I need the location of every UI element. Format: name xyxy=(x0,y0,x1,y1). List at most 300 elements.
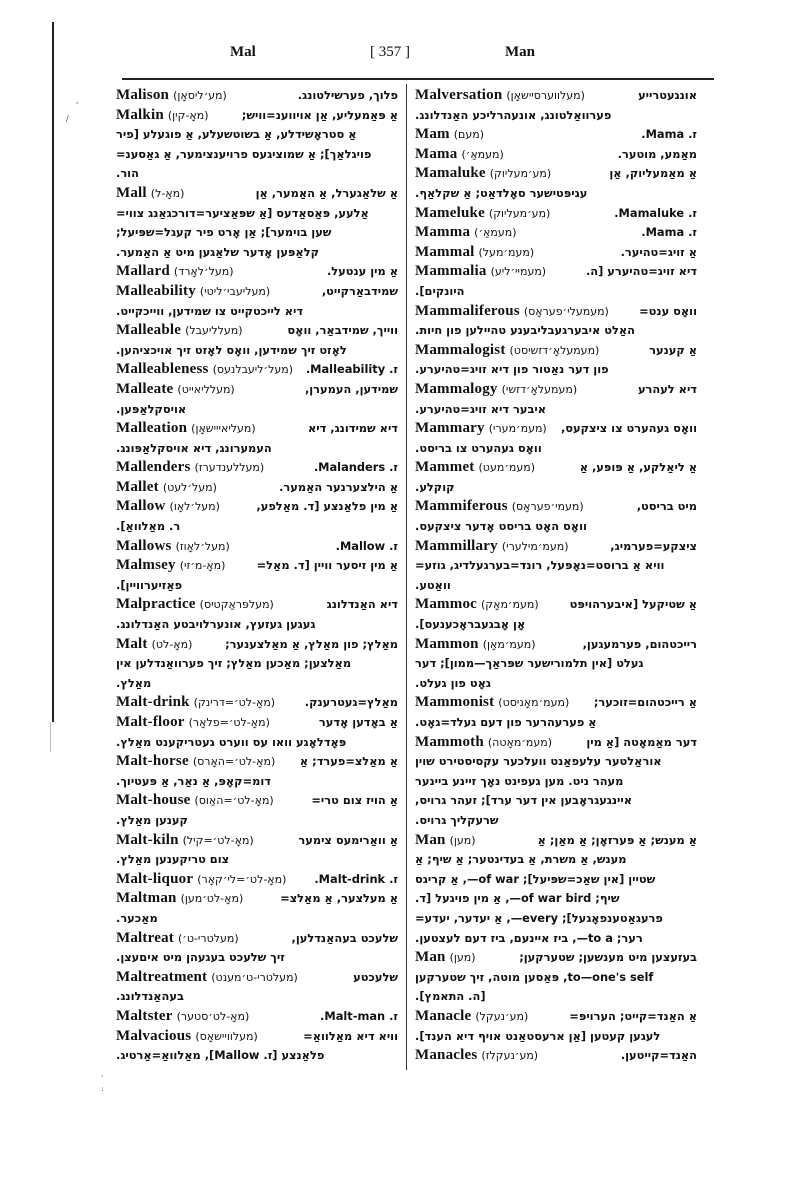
headword: Mameluke xyxy=(415,204,485,221)
definition-text: אָן אָבגעבראָכענעס]. xyxy=(415,617,526,632)
dictionary-entry xyxy=(116,282,398,321)
pronunciation: (מעל׳לאָוז) xyxy=(175,539,230,553)
entry-line xyxy=(415,537,697,557)
entry-line xyxy=(415,1007,697,1027)
headword: Malmsey xyxy=(116,557,176,574)
headword-group xyxy=(116,497,220,517)
entry-line xyxy=(116,556,398,576)
headword-group xyxy=(415,693,569,713)
definition-text: שען בוימער]; אַן אָרט פיר קעגל=שפּיעל; xyxy=(116,225,332,240)
headword: Malt xyxy=(116,635,148,652)
entry-line xyxy=(415,204,697,224)
definition-text: מאַכער. xyxy=(116,910,158,925)
definition-text: דיא האַנדלונג xyxy=(326,597,398,612)
definition-text: אַ מאַלצ=פערד; אַ xyxy=(299,754,398,769)
entry-line xyxy=(415,360,697,380)
definition-text: דיא זויג=טהיערע [ה. xyxy=(585,264,697,279)
entry-line xyxy=(415,517,697,537)
definition-text: אוראַלטער עלעפאַנט וועלכער עקסיסטירט שוין xyxy=(415,754,662,769)
headword-group xyxy=(116,86,227,106)
pronunciation: (מעל׳לאָו) xyxy=(169,500,220,514)
entry-line xyxy=(116,321,398,341)
entry-line xyxy=(415,1027,697,1047)
pronunciation: (מעמעלאָ׳דזשיסט) xyxy=(509,343,600,357)
headword-group xyxy=(415,86,585,106)
entry-line xyxy=(415,106,697,126)
definition-text: קלאַפּען אָדער שלאַגען מיט אַ האַמער. xyxy=(116,244,319,259)
definition-text: פערוואַלטונג, אונעהרליכע האַנדלונג. xyxy=(415,107,612,122)
entry-line xyxy=(415,243,697,263)
entry-line xyxy=(116,439,398,459)
dictionary-entry xyxy=(415,595,697,634)
definition-text: שמידען, העמערן, xyxy=(304,381,398,396)
headword-group xyxy=(415,1007,528,1027)
definition-text: שמידבאַרקייט, xyxy=(321,283,398,298)
headword: Mammalogy xyxy=(415,380,498,397)
entry-line xyxy=(116,302,398,322)
definition-text: פויגלאַך]; אַ שמוציגעס פרויענצימער, אַ גאַסענ= xyxy=(116,146,372,161)
headword-group xyxy=(116,1027,258,1047)
headword: Mall xyxy=(116,184,147,201)
pronunciation: (מאָ-לט׳=דרינק) xyxy=(193,696,276,710)
dictionary-entry xyxy=(116,184,398,262)
headword-group xyxy=(415,145,504,165)
entry-line xyxy=(415,909,697,929)
headword: Malleableness xyxy=(116,361,209,378)
pronunciation: (מעמאַ׳) xyxy=(474,226,517,240)
headword-group xyxy=(116,1007,249,1027)
pronunciation: (מאָ-לט) xyxy=(151,637,193,651)
entry-line xyxy=(415,458,697,478)
entry-line xyxy=(415,772,697,792)
entry-line xyxy=(415,674,697,694)
definition-text: אַ סטראָשידלע, אַ בשוטשעלע, אַ פוגעלע [פיר xyxy=(116,127,357,142)
pronunciation: (מאָ-לט׳=פלאָר) xyxy=(188,716,270,729)
pronunciation: (מעללענדערז) xyxy=(194,461,265,475)
headword-group xyxy=(415,125,484,145)
headword-group xyxy=(415,341,599,361)
definition-text: האַלט איבערגעבליבענע טהיילען פון חיות. xyxy=(415,323,635,338)
dictionary-entry xyxy=(415,831,697,949)
entry-line xyxy=(415,282,697,302)
entry-line xyxy=(415,968,697,988)
headword: Maltman xyxy=(116,890,177,907)
definition-text: אַ פערעהרער פון דעם געלד=גאָט. xyxy=(415,715,597,729)
definition-text: איבער דיא זויג=טהיערע. xyxy=(415,401,547,416)
pronunciation: (מאָ-לט׳=לי׳קאָר) xyxy=(197,872,287,886)
pronunciation: (מעליאייישאָן) xyxy=(191,422,256,436)
dictionary-entry xyxy=(116,831,398,870)
definition-text: וואָס האָט בריסט אָדער ציצקעס. xyxy=(415,519,587,534)
left-column xyxy=(116,86,398,1066)
margin-mark: : xyxy=(101,1084,104,1093)
definition-text: מאַלצען; מאַכען מאַלץ; זיך פערוואַנדלען אין xyxy=(116,656,352,671)
entry-line xyxy=(116,537,398,557)
headword-group xyxy=(415,497,584,517)
headword: Mammet xyxy=(415,459,475,476)
entry-line xyxy=(116,262,398,282)
definition-text: פון דער נאַטור פון דיא זויג=טהיערע. xyxy=(415,362,609,377)
dictionary-entry xyxy=(116,929,398,968)
definition-text: שרעקליך גרויס. xyxy=(415,812,499,827)
dictionary-entry xyxy=(116,870,398,890)
dictionary-entry xyxy=(116,360,398,380)
definition-text: רייכטהום, פערמעגען, xyxy=(582,636,697,651)
entry-line xyxy=(116,831,398,851)
definition-text: ז. Mama. xyxy=(641,225,697,240)
definition-text: ציצקע=פערמיג, xyxy=(610,538,697,553)
entry-line xyxy=(415,850,697,870)
headword: Malt-kiln xyxy=(116,831,179,848)
pronunciation: (מעלליאייט) xyxy=(177,382,235,396)
headword: Maltreat xyxy=(116,929,174,946)
definition-text: דיא שמידונג, דיא xyxy=(307,421,398,436)
definition-text: פרעגאַטענפאָגעל]; every—, אַ יעדער, יעדע= xyxy=(415,910,663,925)
pronunciation: (מע׳מעליוק) xyxy=(489,167,552,181)
definition-text: אַ הויז צום טרי= xyxy=(311,793,398,808)
dictionary-entry xyxy=(415,419,697,458)
pronunciation: (מאָ-ל) xyxy=(150,186,185,200)
entry-line xyxy=(116,243,398,263)
definition-text: אַ וואַרימעס צימער xyxy=(298,832,398,847)
definition-text: דומ=קאָפּ, אַ נאַר, אַ פּעטיוך. xyxy=(116,773,271,788)
entry-line xyxy=(116,1027,398,1047)
headword: Manacles xyxy=(415,1047,478,1064)
headword-group xyxy=(415,302,609,322)
headword-group xyxy=(116,831,254,851)
entry-line xyxy=(415,791,697,811)
entry-line xyxy=(415,693,697,713)
headword: Malt-liquor xyxy=(116,870,194,887)
entry-line xyxy=(116,458,398,478)
dictionary-entry xyxy=(415,380,697,419)
definition-text: אַ האַנד=קייט; הערויפּ= xyxy=(569,1008,697,1023)
entry-line xyxy=(116,811,398,831)
definition-text: קענען מאַלץ. xyxy=(116,812,188,827)
headword-group xyxy=(116,791,274,811)
headword: Mammoc xyxy=(415,596,478,613)
entry-line xyxy=(415,929,697,949)
definition-text: מאַלץ; פון מאַלץ, אַ מאַלצענער; xyxy=(225,636,398,651)
entry-line xyxy=(116,929,398,949)
right-guide-word: Man xyxy=(505,44,535,60)
headword-group xyxy=(116,537,230,557)
entry-line xyxy=(415,184,697,204)
definition-text: עגיפּטישער סאָלדאַט; אַ שקלאַף. xyxy=(415,185,588,200)
headword-group xyxy=(415,948,476,968)
dictionary-entry xyxy=(415,1007,697,1046)
headword-group xyxy=(116,360,293,380)
headword-group xyxy=(116,870,286,890)
entry-line xyxy=(415,1046,697,1066)
pronunciation: (מעמ׳מילערי) xyxy=(501,539,569,553)
pronunciation: (מאָ-לט׳סטער) xyxy=(176,1009,250,1023)
entry-line xyxy=(415,145,697,165)
headword-group xyxy=(415,380,577,400)
entry-line xyxy=(116,635,398,655)
definition-text: to—one's self, פּאַסען מוטה, זיך שטערקען xyxy=(415,969,654,984)
headword-group xyxy=(116,380,235,400)
headword-group xyxy=(116,321,243,341)
definition-text: דיא לייכטקייט צו שמידען, ווייכקייט. xyxy=(116,303,304,318)
pronunciation: (מעלפּראַקטיס) xyxy=(199,598,274,612)
definition-text: פאַזיערוויין]. xyxy=(116,577,183,592)
pronunciation: (מאָ-לט׳מען) xyxy=(180,892,244,906)
definition-text: ז. Malanders. xyxy=(313,460,398,475)
definition-text: זיך שלעכט בעגעהן מיט איםעצן. xyxy=(116,950,285,965)
definition-text: שיף; of war bird—, אַ מין פויגעל [ד. xyxy=(415,891,620,906)
dictionary-entry xyxy=(415,262,697,301)
definition-text: דיא לעהרע xyxy=(637,381,697,396)
pronunciation: (מעל׳לאָרד) xyxy=(173,265,234,279)
pronunciation: (מעמעלי׳פעראָס) xyxy=(523,304,609,318)
dictionary-entry xyxy=(415,302,697,341)
headword-group xyxy=(116,419,256,439)
headword: Malt-floor xyxy=(116,714,185,730)
headword-group xyxy=(415,458,535,478)
dictionary-entry xyxy=(415,223,697,243)
headword: Malt-drink xyxy=(116,694,190,711)
pronunciation: (מעלטרי-ט׳) xyxy=(177,931,239,945)
entry-line xyxy=(415,831,697,851)
definition-text: אַ מין פלאַנצע [ד. מאַלפע, xyxy=(256,499,398,514)
pronunciation: (מאָ-מ׳זי) xyxy=(179,559,226,573)
entry-line xyxy=(116,713,398,733)
left-guide-word: Mal xyxy=(230,44,256,60)
entry-line xyxy=(116,223,398,243)
entry-line xyxy=(415,302,697,322)
definition-text: אַ מענש; אַ פּערזאָן; אַ מאַן; אַ xyxy=(537,832,697,847)
headword: Mammaliferous xyxy=(415,302,520,319)
pronunciation: (מע׳נעקלז) xyxy=(481,1049,539,1063)
pronunciation: (מעמעלאָ׳דזשי) xyxy=(501,382,578,396)
definition-text: אַ רייכטהום=זוכער; xyxy=(593,695,697,710)
entry-line xyxy=(415,948,697,968)
definition-text: וואָס געהערט צו בריסט. xyxy=(415,440,542,455)
headword: Maltreatment xyxy=(116,968,208,985)
entry-line xyxy=(415,419,697,439)
dictionary-entry xyxy=(116,635,398,694)
dictionary-entry xyxy=(116,889,398,928)
entry-line xyxy=(116,870,398,890)
entry-line xyxy=(415,556,697,576)
dictionary-entry xyxy=(116,595,398,634)
dictionary-entry xyxy=(415,635,697,694)
dictionary-entry xyxy=(116,556,398,595)
entry-line xyxy=(415,870,697,890)
definition-text: מיט בריסט, xyxy=(636,499,697,514)
entry-line xyxy=(116,791,398,811)
headword-group xyxy=(116,478,217,498)
pronunciation: (מען) xyxy=(449,951,476,965)
entry-line xyxy=(415,497,697,517)
entry-line xyxy=(116,1046,398,1066)
definition-text: ר. מאַלוואַ]. xyxy=(116,519,181,534)
pronunciation: (מאָ-לט׳=האַוס) xyxy=(194,794,274,808)
entry-line xyxy=(415,164,697,184)
entry-line xyxy=(116,125,398,145)
definition-text: וואָס געהערט צו ציצקעס, xyxy=(560,421,697,436)
definition-text: וויא דיא מאַלוואַ= xyxy=(303,1028,398,1043)
headword-group xyxy=(415,164,551,184)
page-edge-line xyxy=(52,22,54,722)
definition-text: מאַמע, מוטער. xyxy=(617,146,697,161)
definition-text: אַ באָדען אָדער xyxy=(318,715,398,729)
definition-text: איינגעגראָבען אין דער ערד]; זעהר גרויס, xyxy=(415,793,633,808)
entry-line xyxy=(116,654,398,674)
column-divider xyxy=(406,84,407,1070)
definition-text: בעזעצען מיט מענשען; שטערקען; xyxy=(519,950,697,965)
entry-line xyxy=(415,380,697,400)
definition-text: אַ פּאַמעליע, אַן אויווענ=וויש; xyxy=(241,107,398,122)
entry-line xyxy=(415,987,697,1007)
entry-line xyxy=(116,674,398,694)
definition-text: אונגעטרייע xyxy=(638,88,697,102)
headword: Malt-horse xyxy=(116,753,189,770)
headword: Mallard xyxy=(116,263,170,280)
headword: Malt-house xyxy=(116,792,191,809)
pronunciation: (מעמאַ׳) xyxy=(461,147,504,161)
pronunciation: (מאָ-קין) xyxy=(167,108,209,122)
entry-line xyxy=(116,380,398,400)
entry-line xyxy=(116,615,398,635)
pronunciation: (מעמ׳מאָק) xyxy=(481,598,539,612)
headword: Malleability xyxy=(116,282,196,299)
definition-text: העמערונג, דיא אויסקלאַפּונג. xyxy=(116,440,272,455)
definition-text: וואָס ענט= xyxy=(639,303,697,318)
dictionary-entry xyxy=(415,86,697,125)
headword: Mam xyxy=(415,126,450,143)
dictionary-entry xyxy=(116,478,398,498)
entry-line xyxy=(116,889,398,909)
definition-text: פלוך, פערשילטונג. xyxy=(297,88,398,102)
headword-group xyxy=(415,204,550,224)
definition-text: אַ מעלצער, אַ מאַלצ= xyxy=(280,891,398,906)
entry-line xyxy=(116,772,398,792)
pronunciation: (מעמי׳פעראָס) xyxy=(511,500,584,514)
definition-text: הור. xyxy=(116,166,139,181)
entry-line xyxy=(116,517,398,537)
pronunciation: (מע׳נעקל) xyxy=(475,1009,529,1023)
entry-line xyxy=(415,635,697,655)
headword: Mamaluke xyxy=(415,165,486,182)
definition-text: געלט [אין תלמורישער שפּראַך—ממון]; דער xyxy=(415,656,644,671)
headword-group xyxy=(116,458,264,478)
definition-text: רער; to a—, ביז איינעם, ביז דעם לעצטען. xyxy=(415,930,643,945)
entry-line xyxy=(116,733,398,753)
headword: Malpractice xyxy=(116,596,196,613)
headword-group xyxy=(116,693,275,713)
dictionary-entry xyxy=(116,86,398,106)
headword: Mammoth xyxy=(415,733,484,750)
entry-line xyxy=(415,223,697,243)
definition-text: ז. Mamaluke. xyxy=(614,205,697,220)
dictionary-entry xyxy=(415,164,697,203)
definition-text: שלעכט בעהאַנדלען, xyxy=(291,930,398,945)
headword: Mallows xyxy=(116,537,172,554)
pronunciation: (מעמיי׳ליע) xyxy=(490,265,547,279)
entry-line xyxy=(116,1007,398,1027)
dictionary-entry xyxy=(415,537,697,596)
definition-text: אַ מין ענטעל. xyxy=(326,264,398,279)
definition-text: קוקלע. xyxy=(415,479,455,494)
dictionary-entry xyxy=(415,243,697,263)
dictionary-entry xyxy=(415,1046,697,1066)
definition-text: וואַטע. xyxy=(415,577,451,592)
definition-text: ז. Mama. xyxy=(641,127,697,142)
headword-group xyxy=(116,713,270,733)
dictionary-entry xyxy=(415,733,697,831)
dictionary-entry xyxy=(415,458,697,497)
headword-group xyxy=(415,537,569,557)
entry-line xyxy=(116,595,398,615)
headword-group xyxy=(415,733,552,753)
headword-group xyxy=(116,184,184,204)
entry-line xyxy=(116,968,398,988)
definition-text: לאָזט זיך שמידען, וואָס לאָזט זיך אויכציהען. xyxy=(116,342,347,357)
headword-group xyxy=(415,419,547,439)
entry-line xyxy=(116,752,398,772)
headword-group xyxy=(116,889,243,909)
definition-text: מעהר ניט. מען געפינט נאָך זיינע ביינער xyxy=(415,773,624,788)
entry-line xyxy=(116,106,398,126)
pronunciation: (מען) xyxy=(449,833,476,847)
entry-line xyxy=(116,987,398,1007)
definition-text: ז. Mallow. xyxy=(335,538,398,553)
dictionary-entry xyxy=(415,204,697,224)
entry-line xyxy=(415,595,697,615)
headword-group xyxy=(116,968,298,988)
entry-line xyxy=(415,811,697,831)
definition-text: אַ מין זיסער וויין [ד. מאַל= xyxy=(256,558,398,573)
headword: Mammal xyxy=(415,243,475,260)
headword-group xyxy=(116,595,274,615)
definition-text: [ה. התאמץ]. xyxy=(415,989,486,1004)
definition-text: אַ ליאַלקע, אַ פּופּע, אַ xyxy=(579,460,697,475)
headword-group xyxy=(116,752,275,772)
entry-line xyxy=(116,164,398,184)
headword-group xyxy=(415,262,546,282)
headword: Mallow xyxy=(116,498,166,515)
entry-line xyxy=(415,125,697,145)
definition-text: האַנד=קייטען. xyxy=(620,1048,697,1063)
pronunciation: (מעלווערסיישאָן) xyxy=(506,89,585,102)
dictionary-entry xyxy=(116,106,398,184)
headword-group xyxy=(116,929,239,949)
headword-group xyxy=(415,831,476,851)
headword: Mammiferous xyxy=(415,498,508,515)
entry-line xyxy=(116,478,398,498)
margin-mark: · xyxy=(101,1072,104,1081)
headword: Mallet xyxy=(116,478,159,495)
headword: Malleate xyxy=(116,380,174,397)
dictionary-entry xyxy=(415,497,697,536)
page-header xyxy=(120,44,710,66)
headword: Malleable xyxy=(116,322,182,339)
headword-group xyxy=(415,223,517,243)
dictionary-entry xyxy=(116,321,398,360)
dictionary-entry xyxy=(116,262,398,282)
pronunciation: (מעמ׳מאָטה) xyxy=(487,735,553,749)
entry-line xyxy=(116,693,398,713)
pronunciation: (מעמ׳מאָן) xyxy=(482,637,536,651)
entry-line xyxy=(116,360,398,380)
pronunciation: (מעמ׳מאָניסט) xyxy=(498,696,570,710)
dictionary-entry xyxy=(116,791,398,830)
entry-line xyxy=(116,576,398,596)
definition-text: ווייך, שמידבאַר, וואָס xyxy=(287,323,398,338)
page-edge-line-faint xyxy=(50,722,51,752)
